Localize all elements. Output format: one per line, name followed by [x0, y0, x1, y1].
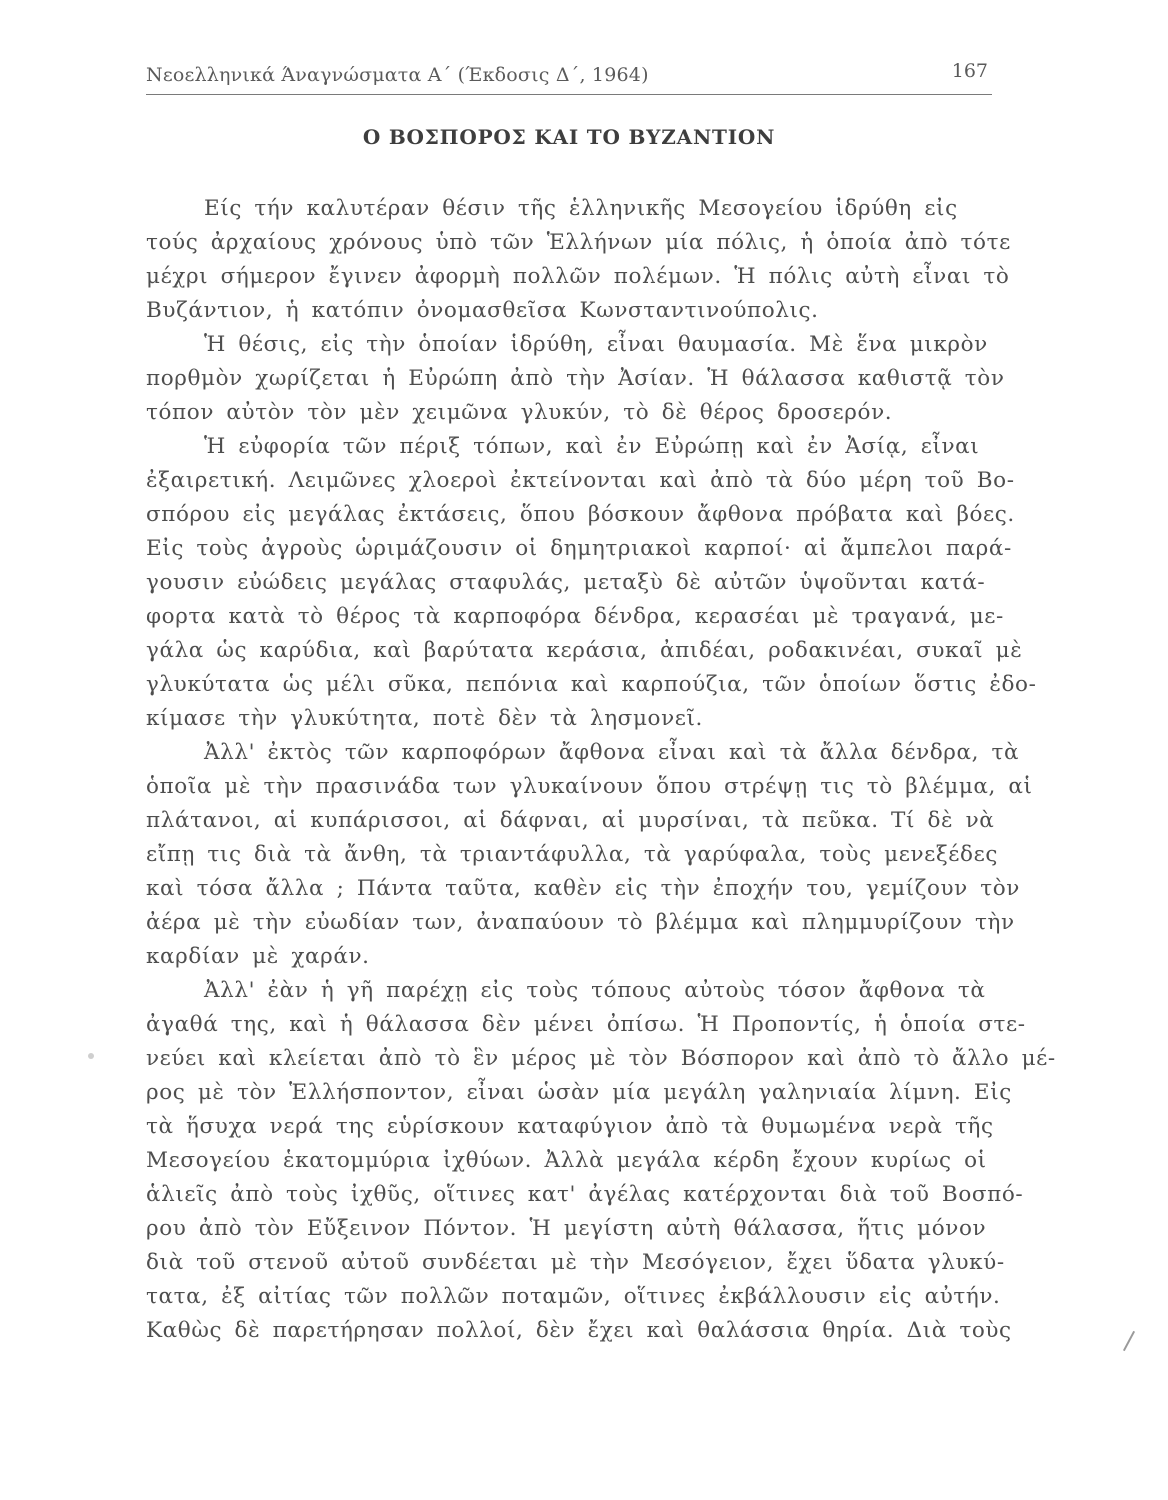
text-line: Μεσογείου ἑκατομμύρια ἰχθύων. Ἀλλὰ μεγάλα κέρδη ἔχουν κυρίως οἱ	[146, 1148, 987, 1173]
text-line: ρος μὲ τὸν Ἑλλήσποντον, εἶναι ὡσὰν μία μεγάλη γαληνιαία λίμνη. Εἰς	[146, 1080, 1012, 1105]
text-line: Εἰς τοὺς ἀγροὺς ὡριμάζουσιν οἱ δημητριακοὶ καρποί· αἱ ἄμπελοι παρά-	[146, 536, 1012, 561]
text-line: Είς τήν καλυτέραν θέσιν τῆς ἑλληνικῆς Μεσογείου ἱδρύθη εἰς	[204, 196, 958, 221]
text-line: ρου ἀπὸ τὸν Εὔξεινον Πόντον. Ἡ μεγίστη αὐτὴ θάλασσα, ἥτις μόνον	[146, 1216, 987, 1241]
text-line: Καθὼς δὲ παρετήρησαν πολλοί, δὲν ἔχει καὶ θαλάσσια θηρία. Διὰ τοὺς	[146, 1318, 1012, 1343]
text-line: κίμασε τὴν γλυκύτητα, ποτὲ δὲν τὰ λησμονεῖ.	[146, 706, 703, 731]
text-line: Βυζάντιον, ἡ κατόπιν ὀνομασθεῖσα Κωνσταντινούπολις.	[146, 298, 819, 323]
text-line: Ἀλλ' ἐὰν ἡ γῆ παρέχῃ εἰς τοὺς τόπους αὐτοὺς τόσον ἄφθονα τὰ	[204, 978, 986, 1003]
text-line: ὁποῖα μὲ τὴν πρασινάδα των γλυκαίνουν ὅπου στρέψῃ τις τὸ βλέμμα, αἱ	[146, 774, 1033, 799]
chapter-title: Ο ΒΟΣΠΟΡΟΣ ΚΑΙ ΤΟ ΒΥΖΑΝΤΙΟΝ	[362, 125, 776, 149]
scan-speck	[88, 1053, 94, 1059]
text-line: τατα, ἐξ αἰτίας τῶν πολλῶν ποταμῶν, οἵτινες ἐκβάλλουσιν εἰς αὐτήν.	[146, 1284, 1001, 1309]
text-line: Ἡ θέσις, εἰς τὴν ὁποίαν ἱδρύθη, εἶναι θαυμασία. Μὲ ἕνα μικρὸν	[204, 332, 988, 357]
text-line: καὶ τόσα ἄλλα ; Πάντα ταῦτα, καθὲν εἰς τὴν ἐποχήν του, γεμίζουν τὸν	[146, 876, 1020, 901]
text-line: γάλα ὡς καρύδια, καὶ βαρύτατα κεράσια, ἀπιδέαι, ροδακινέαι, συκαῖ μὲ	[146, 638, 1023, 663]
text-line: καρδίαν μὲ χαράν.	[146, 944, 370, 969]
text-line: σπόρου εἰς μεγάλας ἐκτάσεις, ὅπου βόσκουν ἄφθονα πρόβατα καὶ βόες.	[146, 502, 1015, 527]
text-line: ἁλιεῖς ἀπὸ τοὺς ἰχθῦς, οἵτινες κατ' ἀγέλας κατέρχονται διὰ τοῦ Βοσπό-	[146, 1182, 1024, 1207]
text-line: διὰ τοῦ στενοῦ αὐτοῦ συνδέεται μὲ τὴν Μεσόγειον, ἔχει ὕδατα γλυκύ-	[146, 1250, 1005, 1275]
text-line: πλάτανοι, αἱ κυπάρισσοι, αἱ δάφναι, αἱ μυρσίναι, τὰ πεῦκα. Τί δὲ νὰ	[146, 808, 995, 833]
text-line: γουσιν εὐώδεις μεγάλας σταφυλάς, μεταξὺ δὲ αὐτῶν ὑψοῦνται κατά-	[146, 570, 986, 595]
book-title: Νεοελληνικά Άναγνώσματα Α΄ (Έκδοσις Δ΄, 1964)	[146, 64, 649, 86]
text-line: ἐξαιρετική. Λειμῶνες χλοεροὶ ἐκτείνονται καὶ ἀπὸ τὰ δύο μέρη τοῦ Βο-	[146, 468, 1015, 493]
text-line: νεύει καὶ κλείεται ἀπὸ τὸ ἓν μέρος μὲ τὸν Βόσπορον καὶ ἀπὸ τὸ ἄλλο μέ-	[146, 1046, 1056, 1071]
text-line: γλυκύτατα ὡς μέλι σῦκα, πεπόνια καὶ καρπούζια, τῶν ὁποίων ὅστις ἐδο-	[146, 672, 1037, 697]
text-line: μέχρι σήμερον ἔγινεν ἀφορμὴ πολλῶν πολέμων. Ἡ πόλις αὐτὴ εἶναι τὸ	[146, 264, 1010, 289]
running-header	[146, 60, 992, 95]
text-line: πορθμὸν χωρίζεται ἡ Εὐρώπη ἀπὸ τὴν Ἀσίαν. Ἡ θάλασσα καθιστᾷ τὸν	[146, 366, 1005, 391]
text-line: τόπον αὐτὸν τὸν μὲν χειμῶνα γλυκύν, τὸ δὲ θέρος δροσερόν.	[146, 400, 893, 425]
page-number: 167	[951, 60, 988, 82]
text-line: φορτα κατὰ τὸ θέρος τὰ καρποφόρα δένδρα, κερασέαι μὲ τραγανά, με-	[146, 604, 1004, 629]
text-line: ἀγαθά της, καὶ ἡ θάλασσα δὲν μένει ὀπίσω. Ἡ Προποντίς, ἡ ὁποία στε-	[146, 1012, 1026, 1037]
text-line: τούς ἀρχαίους χρόνους ὑπὸ τῶν Ἑλλήνων μία πόλις, ἡ ὁποία ἀπὸ τότε	[146, 230, 1011, 255]
body-text	[146, 192, 1056, 1348]
text-line: τὰ ἥσυχα νερά της εὑρίσκουν καταφύγιον ἀπὸ τὰ θυμωμένα νερὰ τῆς	[146, 1114, 994, 1139]
text-line: Ἀλλ' ἐκτὸς τῶν καρποφόρων ἄφθονα εἶναι καὶ τὰ ἄλλα δένδρα, τὰ	[204, 740, 1020, 765]
scan-mark	[1123, 1331, 1135, 1351]
text-line: εἴπῃ τις διὰ τὰ ἄνθη, τὰ τριαντάφυλλα, τὰ γαρύφαλα, τοὺς μενεξέδες	[146, 842, 998, 867]
text-line: ἀέρα μὲ τὴν εὐωδίαν των, ἀναπαύουν τὸ βλέμμα καὶ πλημμυρίζουν τὴν	[146, 910, 1015, 935]
text-line: Ἡ εὐφορία τῶν πέριξ τόπων, καὶ ἐν Εὐρώπῃ καὶ ἐν Ἀσίᾳ, εἶναι	[204, 434, 980, 459]
